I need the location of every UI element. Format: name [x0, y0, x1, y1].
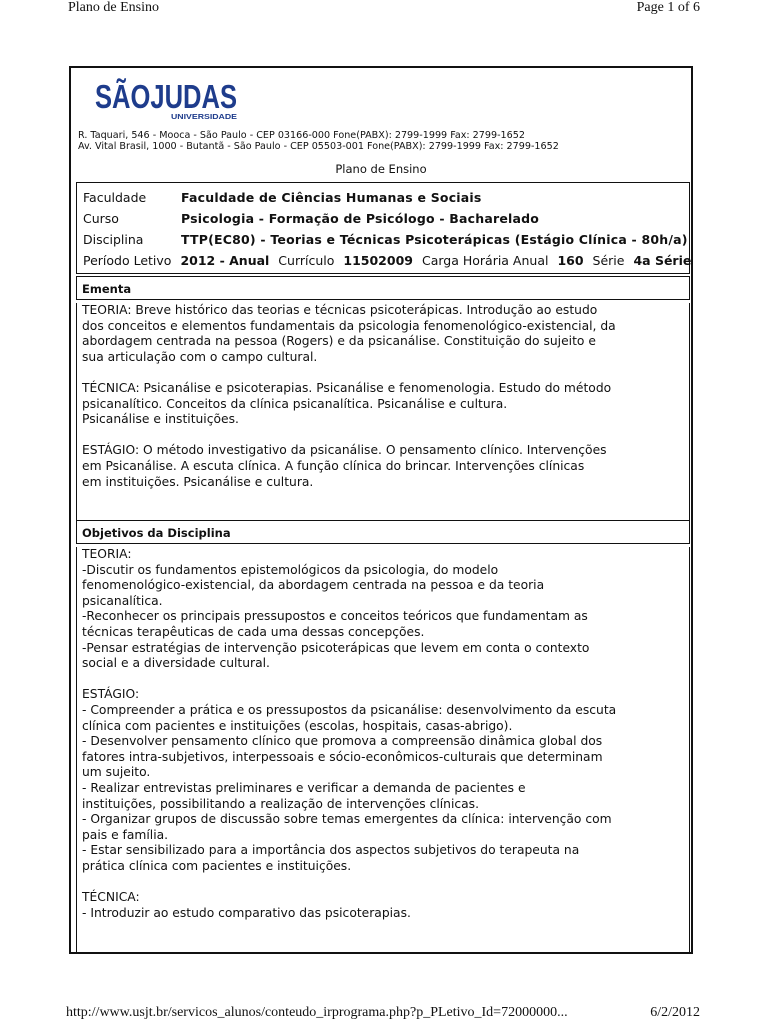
curso-value: Psicologia - Formação de Psicólogo - Bacharelado — [181, 211, 540, 226]
periodo-label: Período Letivo — [83, 253, 172, 268]
footer-date: 6/2/2012 — [650, 1005, 700, 1020]
curriculo-label: Currículo — [278, 253, 335, 268]
carga-label: Carga Horária Anual — [421, 253, 549, 268]
disciplina-value: TTP(EC80) - Teorias e Técnicas Psicoterápicas (Estágio Clínica - 80h/a) — [181, 232, 688, 247]
faculdade-value: Faculdade de Ciências Humanas e Sociais — [181, 190, 482, 205]
ementa-body — [76, 303, 690, 520]
carga-value: 160 — [557, 253, 584, 268]
objetivos-paragraph: TEORIA: -Discutir os fundamentos epistemológicos da psicologia, do modelo fenomenológico-existencial, da abordagem centrada na pessoa e da teoria psicanalítica. -Reconhecer os principais pressupostos e conceitos teóricos que fundamentam as técnicas terapêuticas de cada uma dessas concepções. -Pensar estratégias de intervenção psicoterápicas que levem em conta o contexto social e a diversidade cultural. — [82, 547, 590, 671]
objetivos-heading: Objetivos da Disciplina — [76, 520, 690, 544]
ementa-paragraph: TEORIA: Breve histórico das teorias e técnicas psicoterápicas. Introdução ao estudo dos conceitos e elementos fundamentais da psicologia fenomenológico-existencial, da abordagem centrada na pessoa (Rogers) e da psicanálise. Constituição do sujeito e sua articulação com o campo cultural. — [82, 303, 616, 364]
address-line: R. Taquari, 546 - Mooca - São Paulo - CEP 03166-000 Fone(PABX): 2799-1999 Fax: 2799-1652 — [78, 130, 525, 141]
print-footer — [0, 1005, 768, 1025]
document-title: Plano de Ensino — [335, 162, 427, 176]
disciplina-label: Disciplina — [83, 232, 144, 247]
ementa-paragraph: TÉCNICA: Psicanálise e psicoterapias. Psicanálise e fenomenologia. Estudo do método psicanalítico. Conceitos da clínica psicanalítica. Psicanálise e cultura. Psicanálise e instituições. — [82, 380, 612, 427]
periodo-value: 2012 - Anual — [180, 253, 270, 268]
print-header-page: Page 1 of 6 — [636, 0, 700, 15]
logo-main-text: SÃOJUDAS — [95, 78, 237, 115]
curriculo-value: 11502009 — [343, 253, 413, 268]
objetivos-body — [76, 547, 690, 952]
objetivos-paragraph: ESTÁGIO: - Compreender a prática e os pressupostos da psicanálise: desenvolvimento da escuta clínica com pacientes e instituições (escolas, hospitais, casas-abrigo). - Desenvolver pensamento clínico que promova a compreensão dinâmica global dos fatores intra-subjetivos, interpessoais e sócio-econômicos-culturais que determinam um sujeito. - Realizar entrevistas preliminares e verificar a demanda de pacientes e instituições, possibilitando a realização de intervenções clínicas. - Organizar grupos de discussão sobre temas emergentes da clínica: intervenção com pais e família. - Estar sensibilizado para a importância dos aspectos subjetivos do terapeuta na prática clínica com pacientes e instituições. — [82, 687, 617, 873]
footer-url: http://www.usjt.br/servicos_alunos/conteudo_irprograma.php?p_PLetivo_Id=72000000... — [66, 1005, 568, 1020]
print-header-title: Plano de Ensino — [68, 0, 159, 15]
address-line: Av. Vital Brasil, 1000 - Butantã - São Paulo - CEP 05503-001 Fone(PABX): 2799-1999 Fax: 2799-1652 — [78, 141, 559, 152]
serie-label: Série — [592, 253, 625, 268]
address-block — [78, 130, 559, 152]
document-frame — [69, 66, 693, 954]
ementa-heading: Ementa — [76, 276, 690, 300]
print-header — [0, 0, 768, 20]
curso-label: Curso — [83, 211, 119, 226]
info-row-periodo — [83, 253, 696, 268]
university-logo — [95, 74, 245, 126]
course-info-box — [76, 182, 690, 274]
faculdade-label: Faculdade — [83, 190, 147, 205]
serie-value: 4a Série — [633, 253, 692, 268]
objetivos-paragraph: TÉCNICA: - Introduzir ao estudo comparativo das psicoterapias. — [82, 890, 411, 920]
ementa-paragraph: ESTÁGIO: O método investigativo da psicanálise. O pensamento clínico. Intervenções em Psicanálise. A escuta clínica. A função clínica do brincar. Intervenções clínicas em instituições. Psicanálise e cultura. — [82, 443, 607, 489]
logo-sub-text: UNIVERSIDADE — [171, 114, 238, 121]
